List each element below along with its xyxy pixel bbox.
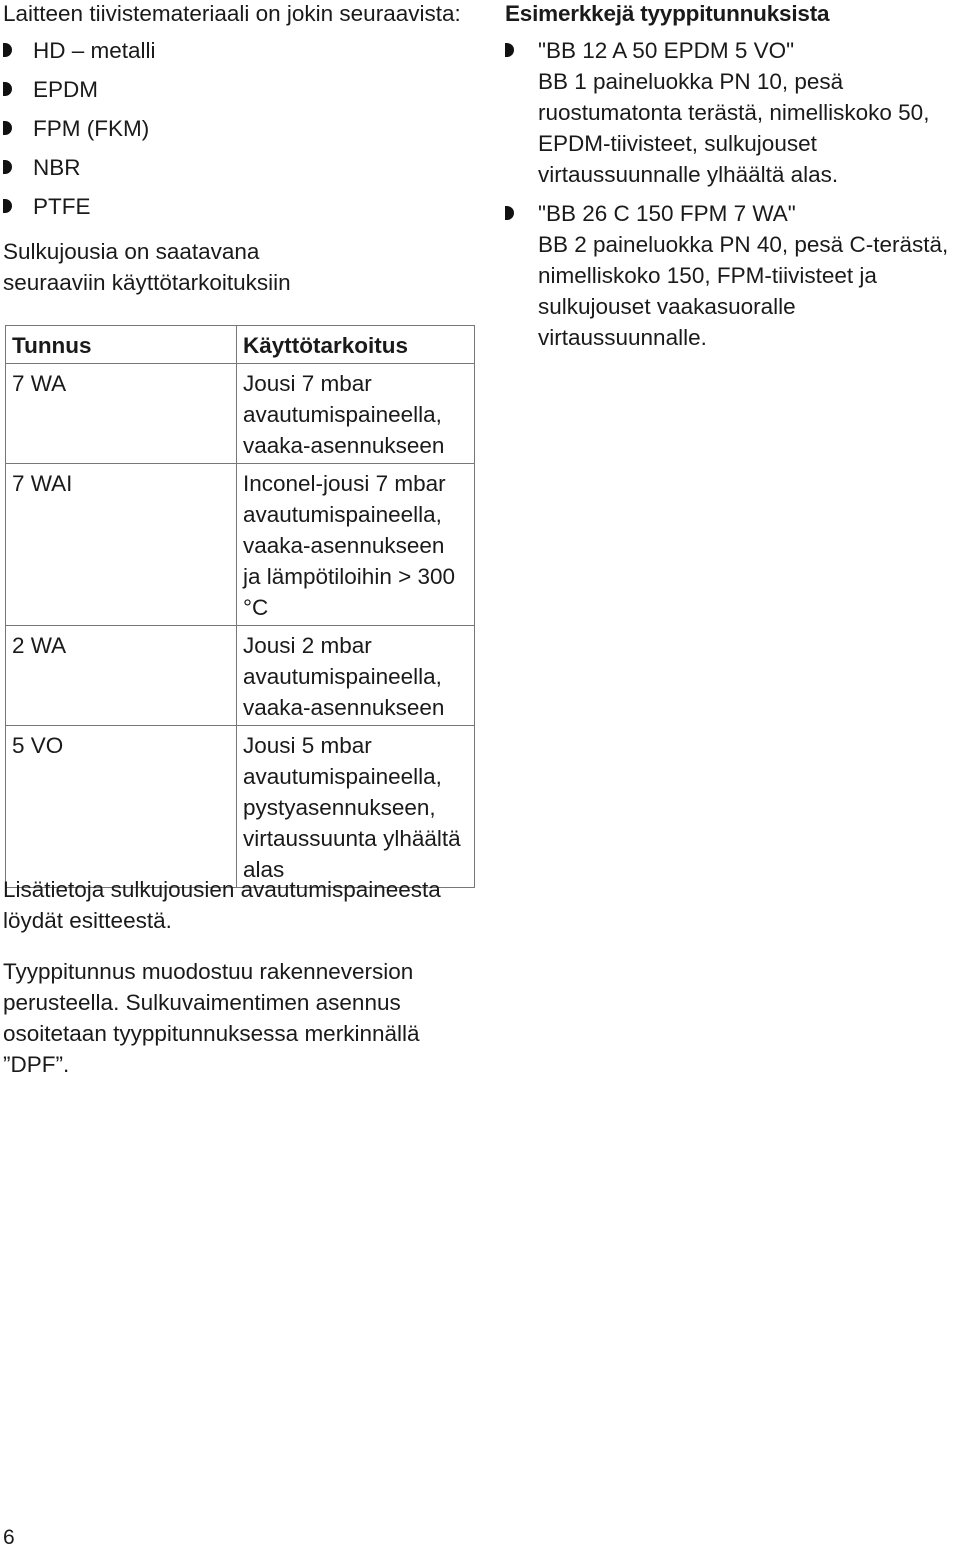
cell-code: 7 WAI: [6, 464, 237, 626]
cell-code: 7 WA: [6, 364, 237, 464]
half-circle-bullet-icon: [3, 121, 12, 135]
example-description: BB 2 paineluokka PN 40, pesä C-terästä, nimelliskoko 150, FPM-tiivisteet ja sulkujouset vaakasuoralle virtaussuunnalle.: [538, 232, 949, 350]
half-circle-bullet-icon: [3, 199, 12, 213]
header-code: Tunnus: [6, 326, 237, 364]
half-circle-bullet-icon: [505, 206, 514, 220]
example-code: "BB 26 C 150 FPM 7 WA": [538, 201, 796, 226]
material-label: FPM (FKM): [33, 116, 150, 141]
note-paragraph: Tyyppitunnus muodostuu rakenneversion perusteella. Sulkuvaimentimen asennus osoitetaan tyyppitunnuksessa merkinnällä ”DPF”.: [3, 959, 420, 1077]
page-number: 6: [3, 1526, 15, 1549]
list-item: [3, 152, 473, 183]
cell-purpose: Jousi 7 mbar avautumispaineella, vaaka-asennukseen: [237, 364, 475, 464]
table-row: [6, 364, 475, 464]
material-label: HD – metalli: [33, 38, 156, 63]
table-row: [6, 464, 475, 626]
example-item: [505, 35, 960, 190]
material-label: PTFE: [33, 194, 91, 219]
half-circle-bullet-icon: [3, 82, 12, 96]
half-circle-bullet-icon: [505, 43, 514, 57]
cell-code: 2 WA: [6, 626, 237, 726]
cell-purpose: Jousi 2 mbar avautumispaineella, vaaka-asennukseen: [237, 626, 475, 726]
cell-purpose: Jousi 5 mbar avautumispaineella, pystyasennukseen, virtaussuunta ylhäältä alas: [237, 726, 475, 888]
list-item: [3, 113, 473, 144]
examples-heading: Esimerkkejä tyyppitunnuksista: [505, 1, 830, 26]
purpose-intro: Sulkujousia on saatavana seuraaviin käyttötarkoituksiin: [3, 239, 291, 295]
material-list: [3, 35, 473, 222]
example-description: BB 1 paineluokka PN 10, pesä ruostumatonta terästä, nimelliskoko 50, EPDM-tiivisteet, sulkujouset virtaussuunnalle ylhäältä alas.: [538, 69, 930, 187]
example-code: "BB 12 A 50 EPDM 5 VO": [538, 38, 795, 63]
list-item: [3, 74, 473, 105]
cell-purpose: Inconel-jousi 7 mbar avautumispaineella, vaaka-asennukseen ja lämpötiloihin > 300 °C: [237, 464, 475, 626]
spring-table: [5, 325, 475, 888]
half-circle-bullet-icon: [3, 160, 12, 174]
list-item: [3, 35, 473, 66]
note-paragraph: Lisätietoja sulkujousien avautumispaineesta löydät esitteestä.: [3, 877, 441, 933]
list-item: [3, 191, 473, 222]
left-column: [3, 0, 473, 298]
example-item: [505, 198, 960, 353]
table-row: [6, 626, 475, 726]
table-header-row: [6, 326, 475, 364]
header-purpose: Käyttötarkoitus: [237, 326, 475, 364]
half-circle-bullet-icon: [3, 43, 12, 57]
table-row: [6, 726, 475, 888]
material-intro: Laitteen tiivistemateriaali on jokin seuraavista:: [3, 1, 461, 26]
notes-section: [3, 874, 473, 1100]
right-column: [505, 0, 960, 361]
cell-code: 5 VO: [6, 726, 237, 888]
material-label: NBR: [33, 155, 81, 180]
material-label: EPDM: [33, 77, 99, 102]
